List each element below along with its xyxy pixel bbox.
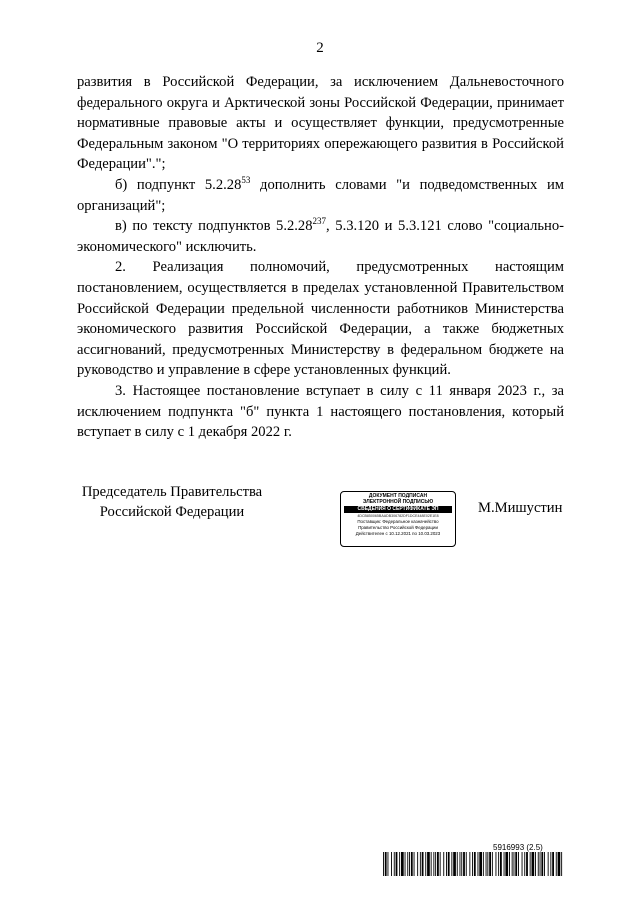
superscript: 53 [241,175,251,186]
stamp-line-1: ДОКУМЕНТ ПОДПИСАН [368,493,428,499]
stamp-validity: Действителен с 10.12.2021 по 10.03.2023 [355,531,441,536]
paragraph-continuation: развития в Российской Федерации, за исключением Дальневосточного федерального округа и Арктической зоны Российской Федерации, принимает нормативные правовые акты и осуществляет функции, предусмотренные Федеральным законом "О территориях опережающего развития в Российской Федерации"."; [77,74,564,173]
stamp-line-2: ЭЛЕКТРОННОЙ ПОДПИСЬЮ [362,499,434,505]
document-body [77,72,564,443]
stamp-supplier: Поставщик: Федеральное казначейство [357,519,439,524]
stamp-band: СВЕДЕНИЯ О СЕРТИФИКАТЕ ЭП [344,506,452,513]
electronic-signature-stamp [340,491,456,547]
paragraph-item-3: 3. Настоящее постановление вступает в силу с 11 января 2023 г., за исключением подпункта "б" пункта 1 настоящего постановления, который вступает в силу с 1 декабря 2022 г. [77,382,564,441]
signatory-name: М.Мишустин [478,500,563,516]
paragraph-subitem-v: в) по тексту подпунктов 5.2.28$^{237}$, 5.3.120 и 5.3.121 слово "социально-экономического" исключить. [77,216,564,255]
superscript: 237 [312,216,327,227]
paragraph-subitem-b: б) подпункт 5.2.28$^{53}$ дополнить словами "и подведомственных им организаций"; [77,175,564,214]
stamp-owner: Правительство Российской Федерации [358,525,438,530]
signatory-title: Председатель Правительства Российской Федерации [81,484,263,520]
stamp-serial: 4DCB850065BAADB306782DF1DCE448E02E1E8 [357,514,439,518]
paragraph-item-2: 2. Реализация полномочий, предусмотренных настоящим постановлением, осуществляется в пределах установленной Правительством Российской Федерации предельной численности работников Министерства экономического развития Российской Федерации, а также бюджетных ассигнований, предусмотренных Министерству в федеральном бюджете на руководство и управление в сфере установленных функций. [77,259,564,379]
page-number: 2 [316,40,324,56]
barcode-label: 5916993 (2.5) [493,843,543,852]
barcode [383,852,563,876]
